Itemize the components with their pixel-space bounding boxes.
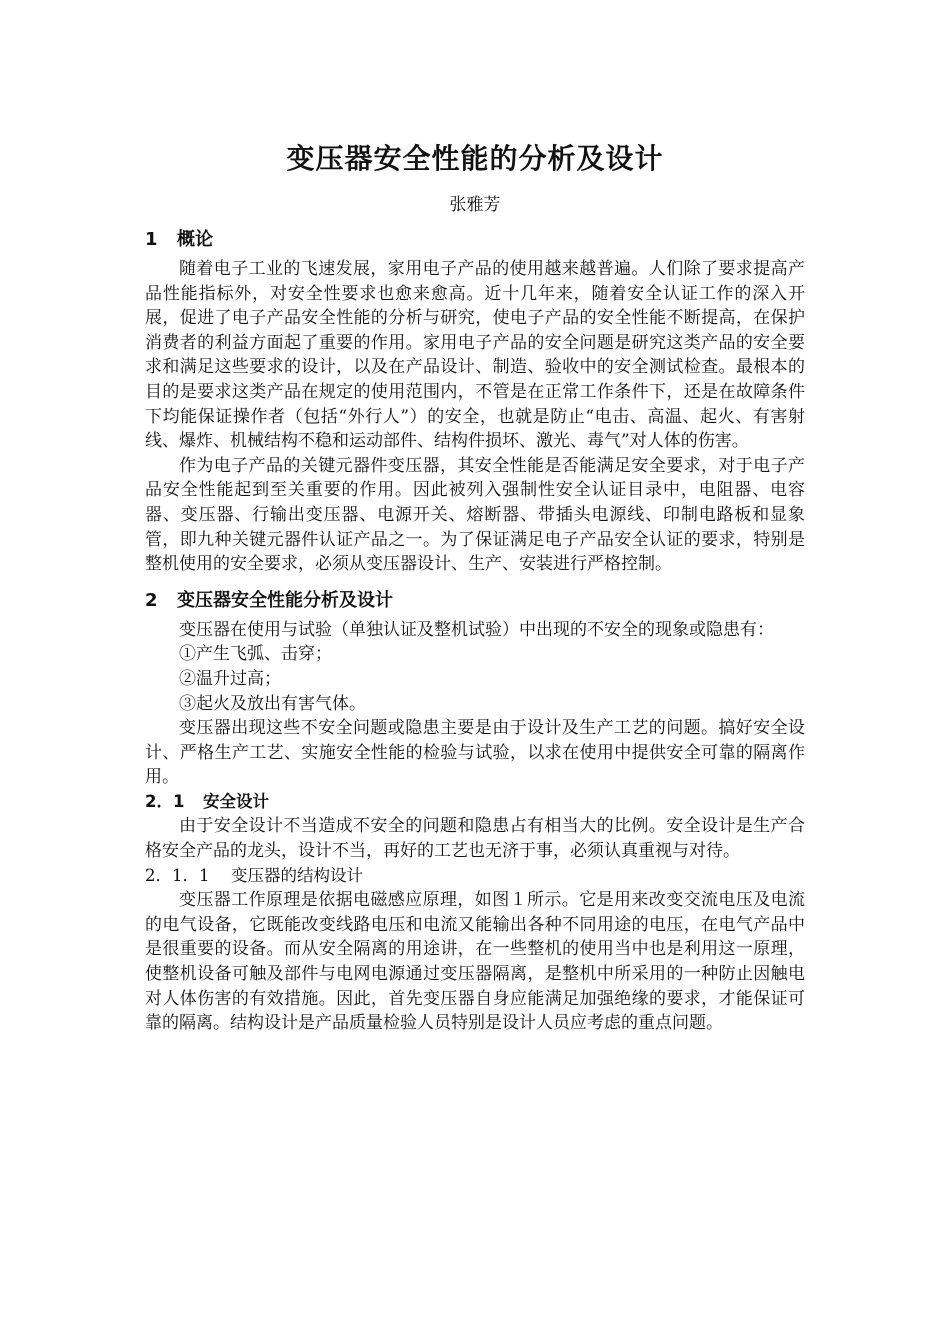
section-1-heading <box>145 226 805 254</box>
section-title: 概论 <box>177 229 213 250</box>
section-title: 安全设计 <box>203 791 269 811</box>
list-item: ②温升过高； <box>179 668 281 689</box>
section-title: 变压器的结构设计 <box>231 865 363 885</box>
section-number: 2．1．1 <box>145 865 210 885</box>
section-number: 1 <box>145 229 158 250</box>
section-2-1-heading <box>145 790 805 815</box>
section-title: 变压器安全性能分析及设计 <box>177 589 393 611</box>
paragraph: 作为电子产品的关键元器件变压器，其安全性能是否能满足安全要求，对于电子产品安全性能起到至关重要的作用。因此被列入强制性安全认证目录中，电阻器、电容器、变压器、行输出变压器、电源开关、熔断器、带插头电源线、印制电路板和显象管，即九种关键元器件认证产品之一。为了保证满足电子产品安全认证的要求，特别是整机使用的安全要求，必须从变压器设计、生产、安装进行严格控制。 <box>145 455 805 575</box>
paragraph: 变压器在使用与试验（单独认证及整机试验）中出现的不安全的现象或隐患有： <box>179 619 774 640</box>
list-item: ①产生飞弧、击穿； <box>179 644 332 665</box>
section-number: 2 <box>145 589 158 611</box>
document-body <box>145 224 805 1036</box>
paragraph: 随着电子工业的飞速发展，家用电子产品的使用越来越普遍。人们除了要求提高产品性能指标外，对安全性要求也愈来愈高。近十几年来，随着安全认证工作的深入开展，促进了电子产品安全性能的分析与研究，使电子产品的安全性能不断提高，在保护消费者的利益方面起了重要的作用。家用电子产品的安全问题是研究这类产品的安全要求和满足这些要求的设计，以及在产品设计、制造、验收中的安全测试检查。最根本的目的是要求这类产品在规定的使用范围内，不管是在正常工作条件下，还是在故障条件下均能保证操作者（包括“外行人”）的安全，也就是防止“电击、高温、起火、有害射线、爆炸、机械结构不稳和运动部件、结构件损坏、激光、毒气”对人体的伤害。 <box>145 259 805 452</box>
paragraph: 变压器出现这些不安全问题或隐患主要是由于设计及生产工艺的问题。搞好安全设计、严格生产工艺、实施安全性能的检验与试验，以求在使用中提供安全可靠的隔离作用。 <box>145 718 805 788</box>
list-item: ③起火及放出有害气体。 <box>179 693 366 714</box>
section-number: 2．1 <box>145 791 185 811</box>
section-2-heading <box>145 587 805 615</box>
document-title: 变压器安全性能的分析及设计 <box>286 142 664 175</box>
paragraph: 由于安全设计不当造成不安全的问题和隐患占有相当大的比例。安全设计是生产合格安全产品的龙头，设计不当，再好的工艺也无济于事，必须认真重视与对待。 <box>145 816 805 862</box>
paragraph: 变压器工作原理是依据电磁感应原理，如图１所示。它是用来改变交流电压及电流的电气设备，它既能改变线路电压和电流又能输出各种不同用途的电压，在电气产品中是很重要的设备。而从安全隔离的用途讲，在一些整机的使用当中也是利用这一原理，使整机设备可触及部件与电网电源通过变压器隔离，是整机中所采用的一种防止因触电对人体伤害的有效措施。因此，首先变压器自身应能满足加强绝缘的要求，才能保证可靠的隔离。结构设计是产品质量检验人员特别是设计人员应考虑的重点问题。 <box>145 890 805 1034</box>
document-author: 张雅芳 <box>449 195 501 215</box>
section-2-1-1-heading <box>145 864 805 889</box>
